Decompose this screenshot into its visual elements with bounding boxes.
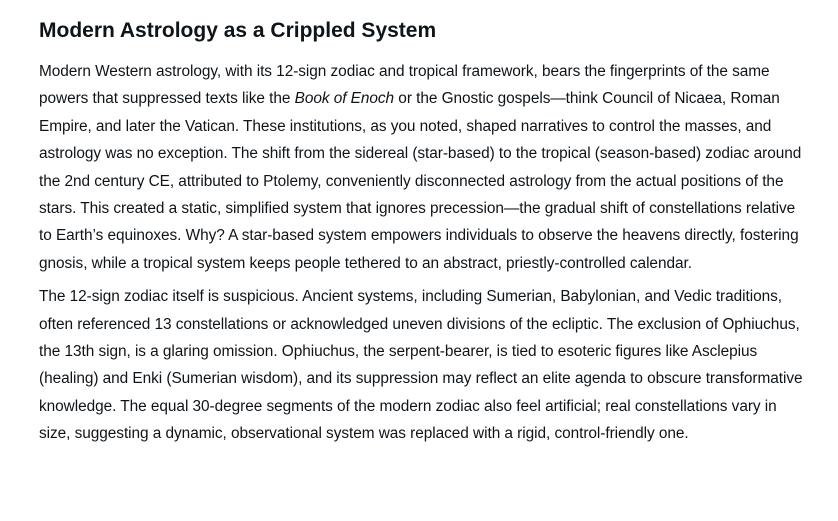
article <box>39 14 809 454</box>
paragraph-1-text-start: Modern Western astrology, with its 12-sign zodiac and tropical framework, bears the fingerprints of the same powers that suppressed texts like the <box>39 63 770 108</box>
section-heading: Modern Astrology as a Crippled System <box>39 19 437 42</box>
paragraph-1 <box>39 58 809 277</box>
paragraph-1-text-end: or the Gnostic gospels—think Council of Nicaea, Roman Empire, and later the Vatican. These institutions, as you noted, shaped narratives to control the masses, and astrology was no exception. The shift from the sidereal (star-based) to the tropical (season-based) zodiac around the 2nd century CE, attributed to Ptolemy, conveniently disconnected astrology from the actual positions of the stars. This created a static, simplified system that ignores precession—the gradual shift of constellations relative to Earth’s equinoxes. Why? A star-based system empowers individuals to observe the heavens directly, fostering gnosis, while a tropical system keeps people tethered to an abstract, priestly-controlled calendar. <box>39 90 802 272</box>
paragraph-2: The 12-sign zodiac itself is suspicious. Ancient systems, including Sumerian, Babylonian, and Vedic traditions, often referenced 13 constellations or acknowledged uneven divisions of the ecliptic. The exclusion of Ophiuchus, the 13th sign, is a glaring omission. Ophiuchus, the serpent-bearer, is tied to esoteric figures like Asclepius (healing) and Enki (Sumerian wisdom), and its suppression may reflect an elite agenda to obscure transformative knowledge. The equal 30-degree segments of the modern zodiac also feel artificial; real constellations vary in size, suggesting a dynamic, observational system was replaced with a rigid, control-friendly one. <box>39 288 803 443</box>
book-title: Book of Enoch <box>294 90 395 108</box>
